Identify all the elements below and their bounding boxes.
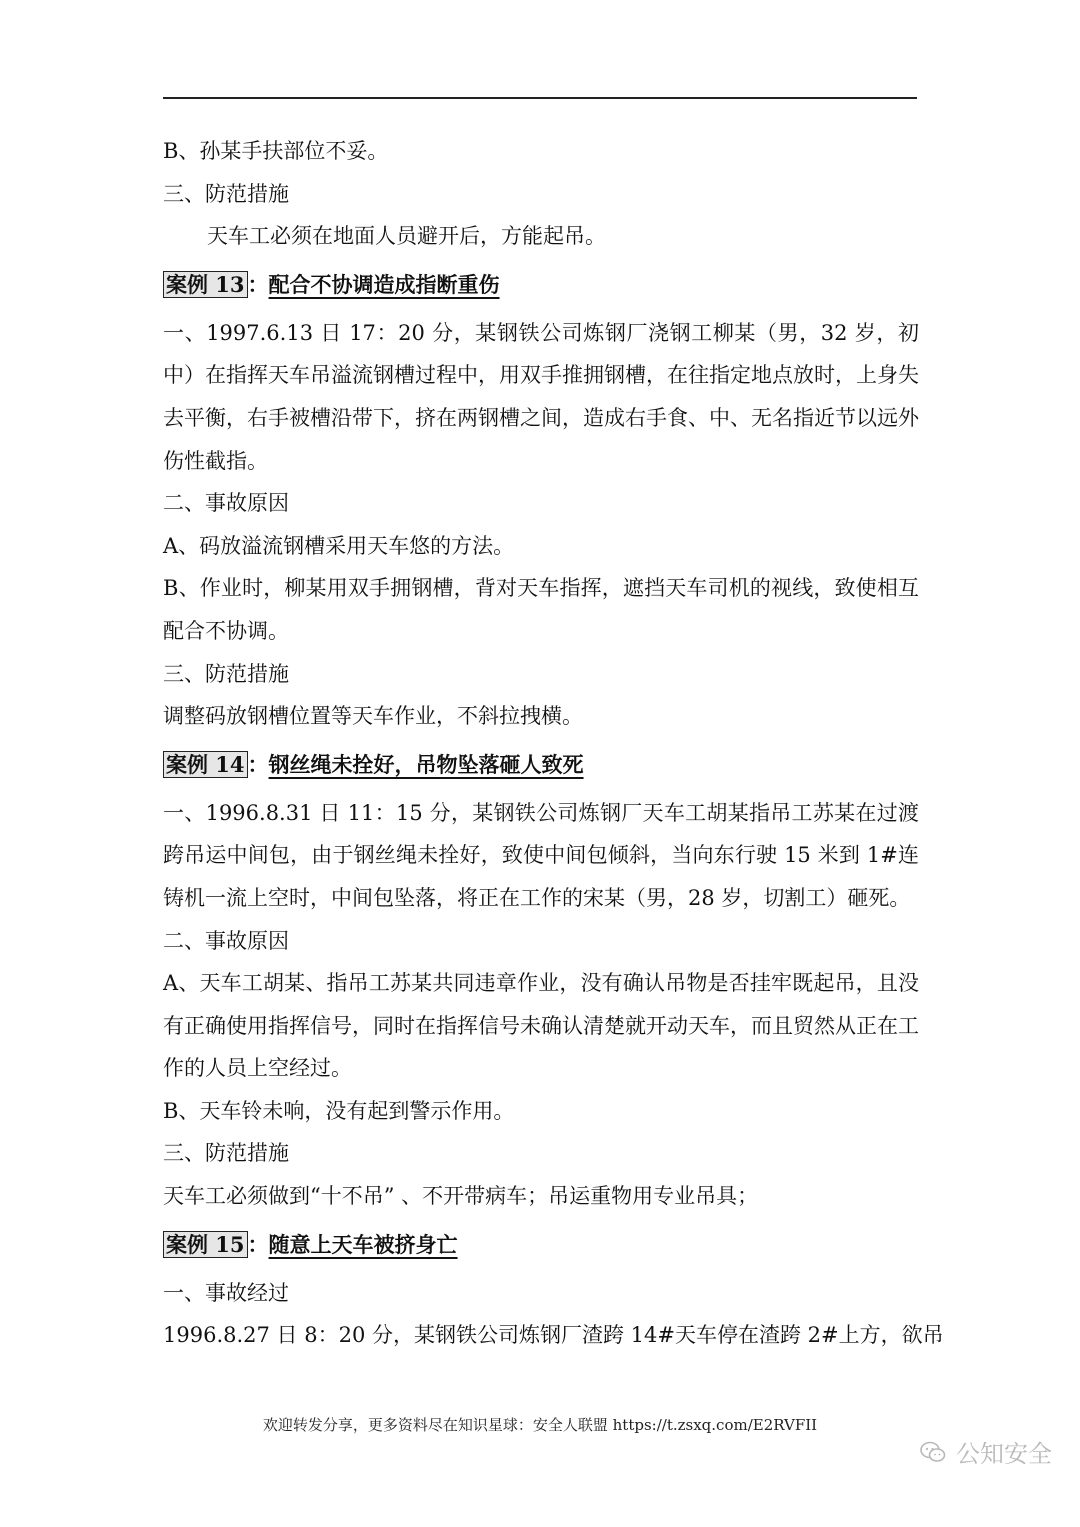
- page-footer: 欢迎转发分享，更多资料尽在知识星球：安全人联盟 https://t.zsxq.com/E2RVFII: [262, 1416, 818, 1434]
- case-heading-13: [163, 264, 919, 306]
- case-colon: ：: [247, 271, 269, 297]
- section-heading: 三、防范措施: [163, 181, 289, 206]
- case-label: 案例 14: [163, 751, 248, 778]
- header-rule: [163, 97, 917, 99]
- paragraph: 一、1996.8.31 日 11：15 分，某钢铁公司炼钢厂天车工胡某指吊工苏某在过渡跨吊运中间包，由于钢丝绳未拴好，致使中间包倾斜，当向东行驶 15 米到 1#连铸机一流上空时，中间包坠落，将正在工作的宋某（男，28 岁，切割工）砸死。: [163, 800, 919, 910]
- paragraph: B、孙某手扶部位不妥。: [163, 139, 389, 163]
- case-title: 随意上天车被挤身亡: [268, 1231, 458, 1257]
- paragraph: 天车工必须在地面人员避开后，方能起吊。: [207, 224, 606, 249]
- paragraph: 1996.8.27 日 8：20 分，某钢铁公司炼钢厂渣跨 14#天车停在渣跨 2#上方，欲吊: [163, 1323, 944, 1348]
- section-heading: 一、事故经过: [163, 1280, 289, 1305]
- paragraph: B、作业时，柳某用双手拥钢槽，背对天车指挥，遮挡天车司机的视线，致使相互配合不协调。: [163, 576, 919, 643]
- case-title: 配合不协调造成指断重伤: [268, 271, 500, 297]
- paragraph: 一、1997.6.13 日 17：20 分，某钢铁公司炼钢厂浇钢工柳某（男，32 岁，初中）在指挥天车吊溢流钢槽过程中，用双手推拥钢槽，在往指定地点放时，上身失去平衡，右手被槽沿带下，挤在两钢槽之间，造成右手食、中、无名指近节以远外伤性截指。: [163, 320, 919, 473]
- wechat-icon: [920, 1441, 946, 1463]
- watermark: [920, 1434, 1052, 1469]
- section-heading: 三、防范措施: [163, 1141, 289, 1166]
- case-label: 案例 15: [163, 1231, 248, 1258]
- watermark-text: 公知安全: [956, 1440, 1052, 1468]
- paragraph: 天车工必须做到“十不吊” 、不开带病车；吊运重物用专业吊具；: [163, 1184, 759, 1209]
- case-label: 案例 13: [163, 271, 248, 298]
- case-heading-15: [163, 1224, 919, 1266]
- paragraph: B、天车铃未响，没有起到警示作用。: [163, 1098, 515, 1123]
- document-body: [163, 130, 944, 1357]
- case-colon: ：: [247, 751, 269, 777]
- section-heading: 二、事故原因: [163, 491, 289, 516]
- case-heading-14: [163, 744, 919, 786]
- section-heading: 二、事故原因: [163, 928, 289, 953]
- case-colon: ：: [247, 1231, 269, 1257]
- paragraph: 调整码放钢槽位置等天车作业，不斜拉拽横。: [163, 704, 583, 729]
- paragraph: A、码放溢流钢槽采用天车悠的方法。: [163, 533, 515, 558]
- case-title: 钢丝绳未拴好，吊物坠落砸人致死: [268, 751, 584, 777]
- paragraph: A、天车工胡某、指吊工苏某共同违章作业，没有确认吊物是否挂牢既起吊，且没有正确使用指挥信号，同时在指挥信号未确认清楚就开动天车，而且贸然从正在工作的人员上空经过。: [163, 971, 919, 1081]
- section-heading: 三、防范措施: [163, 661, 289, 686]
